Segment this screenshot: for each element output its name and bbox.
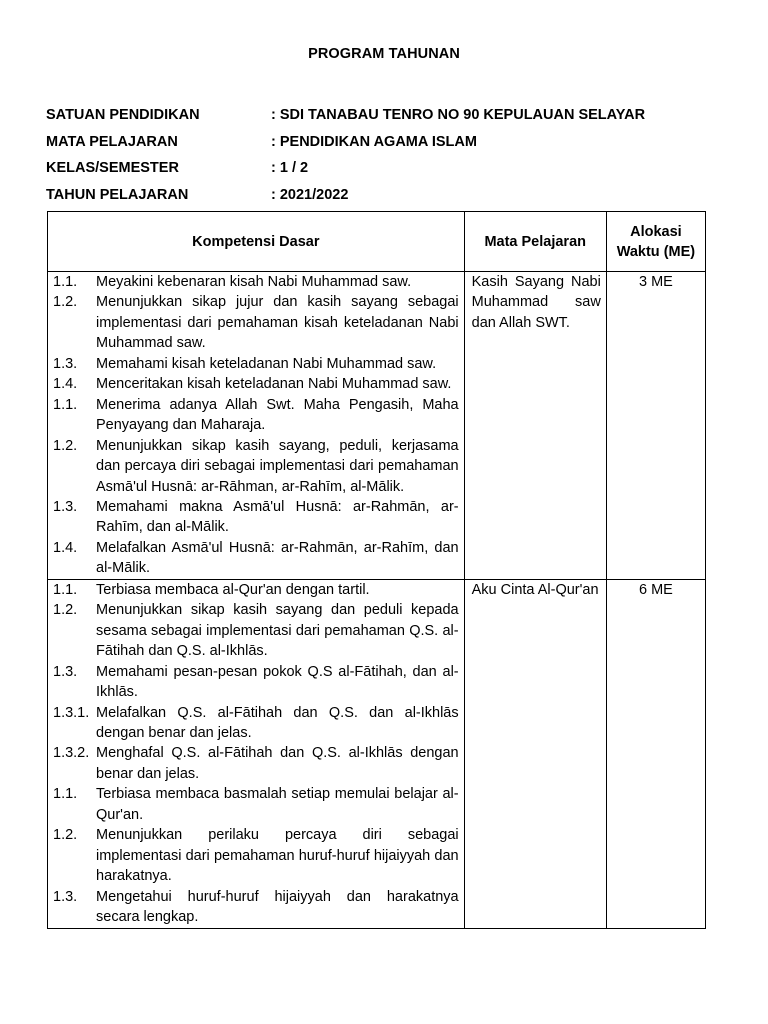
kd-text: Menunjukkan sikap jujur dan kasih sayang sebagai implementasi dari pemahaman kisah keteladanan Nabi Muhammad saw. — [96, 294, 459, 352]
info-row-kelas — [46, 155, 645, 182]
info-label: KELAS/SEMESTER — [46, 160, 179, 177]
kd-item — [53, 580, 459, 600]
kd-number: 1.2. — [53, 602, 78, 619]
kd-number: 1.4. — [53, 376, 78, 393]
kd-item — [53, 825, 459, 886]
kd-text: Melafalkan Q.S. al-Fātihah dan Q.S. dan al-Ikhlās dengan benar dan jelas. — [96, 704, 459, 741]
kd-number: 1.3. — [53, 663, 78, 680]
kd-item — [53, 354, 459, 374]
header-mata-pelajaran: Mata Pelajaran — [464, 212, 606, 272]
kd-list — [48, 580, 464, 928]
kd-number: 1.1. — [53, 581, 78, 598]
document-title: PROGRAM TAHUNAN — [308, 46, 460, 62]
kd-item — [53, 600, 459, 661]
info-row-mapel — [46, 129, 645, 156]
kd-item — [53, 703, 459, 744]
kd-text: Memahami makna Asmā'ul Husnā: ar-Rahmān, ar-Rahīm, dan al-Mālik. — [96, 498, 459, 536]
kd-item — [53, 395, 459, 436]
kd-text: Menunjukkan sikap kasih sayang dan peduli kepada sesama sebagai implementasi dari pemahaman Q.S. al-Fātihah dan Q.S. al-Ikhlās. — [96, 602, 459, 660]
info-label: SATUAN PENDIDIKAN — [46, 107, 200, 123]
kd-number: 1.2. — [53, 294, 78, 311]
kd-item — [53, 436, 459, 497]
kd-item — [53, 272, 459, 292]
kd-text: Menghafal Q.S. al-Fātihah dan Q.S. al-Ikhlās dengan benar dan jelas. — [96, 745, 459, 782]
kd-item — [53, 662, 459, 703]
kd-text: Menerima adanya Allah Swt. Maha Pengasih, Maha Penyayang dan Maharaja. — [96, 396, 459, 434]
alokasi-text: 3 ME — [638, 274, 673, 290]
program-table — [47, 211, 706, 929]
info-label: MATA PELAJARAN — [46, 133, 178, 150]
mata-pelajaran-text: Kasih Sayang Nabi Muhammad saw dan Allah SWT. — [471, 274, 601, 331]
info-row-satuan — [46, 102, 645, 129]
mata-pelajaran-cell — [464, 272, 606, 580]
table-row — [48, 272, 706, 580]
alokasi-cell — [606, 272, 705, 580]
kd-number: 1.3.1. — [53, 704, 90, 721]
info-value: : SDI TANABAU TENRO NO 90 KEPULAUAN SELAYAR — [271, 107, 646, 123]
kd-cell — [48, 272, 465, 580]
header-alokasi-waktu: Alokasi Waktu (ME) — [606, 212, 705, 272]
kd-text: Melafalkan Asmā'ul Husnā: ar-Rahmān, ar-Rahīm, dan al-Mālik. — [96, 539, 459, 577]
mata-pelajaran-text: Aku Cinta Al-Qur'an — [471, 581, 599, 598]
kd-item — [53, 784, 459, 825]
info-value: : 1 / 2 — [271, 160, 309, 177]
kd-text: Terbiasa membaca basmalah setiap memulai belajar al-Qur'an. — [96, 786, 459, 823]
alokasi-text: 6 ME — [638, 581, 673, 598]
mata-pelajaran-cell — [464, 579, 606, 928]
kd-number: 1.3.2. — [53, 745, 90, 762]
kd-number: 1.2. — [53, 827, 78, 844]
info-label: TAHUN PELAJARAN — [46, 187, 189, 204]
info-value: : 2021/2022 — [271, 187, 349, 204]
kd-item — [53, 292, 459, 353]
table-row — [48, 579, 706, 928]
kd-number: 1.1. — [53, 786, 78, 803]
kd-number: 1.1. — [53, 396, 78, 413]
kd-item — [53, 743, 459, 784]
kd-item — [53, 887, 459, 928]
kd-text: Meyakini kebenaran kisah Nabi Muhammad saw. — [96, 274, 412, 290]
kd-number: 1.3. — [53, 498, 78, 515]
kd-text: Menceritakan kisah keteladanan Nabi Muhammad saw. — [96, 376, 452, 393]
header-kompetensi-dasar: Kompetensi Dasar — [48, 212, 465, 272]
kd-number: 1.3. — [53, 888, 78, 905]
kd-text: Menunjukkan perilaku percaya diri sebagai implementasi dari pemahaman huruf-huruf hijaiyyah dan harakatnya. — [96, 827, 459, 885]
kd-text: Terbiasa membaca al-Qur'an dengan tartil. — [96, 581, 370, 598]
table-header-row — [48, 212, 706, 272]
info-row-tahun — [46, 182, 645, 209]
kd-text: Memahami kisah keteladanan Nabi Muhammad saw. — [96, 355, 437, 372]
kd-list — [48, 272, 464, 579]
kd-item — [53, 374, 459, 394]
kd-number: 1.2. — [53, 437, 78, 454]
kd-text: Mengetahui huruf-huruf hijaiyyah dan harakatnya secara lengkap. — [96, 888, 459, 926]
alokasi-cell — [606, 579, 705, 928]
kd-number: 1.1. — [53, 274, 78, 290]
kd-text: Menunjukkan sikap kasih sayang, peduli, kerjasama dan percaya diri sebagai implementasi dari pemahaman Asmā'ul Husnā: ar-Rāhman, ar-Rahīm, al-Mālik. — [96, 437, 459, 495]
kd-text: Memahami pesan-pesan pokok Q.S al-Fātihah, dan al-Ikhlās. — [96, 663, 459, 701]
kd-item — [53, 538, 459, 579]
document-info — [46, 102, 645, 209]
kd-cell — [48, 579, 465, 928]
kd-number: 1.4. — [53, 539, 78, 556]
info-value: : PENDIDIKAN AGAMA ISLAM — [271, 133, 477, 150]
kd-number: 1.3. — [53, 355, 78, 372]
kd-item — [53, 497, 459, 538]
